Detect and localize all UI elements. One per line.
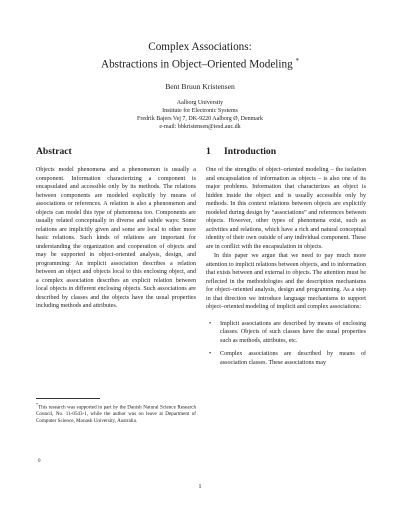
footnote — [36, 402, 196, 424]
intro-paragraph-2: In this paper we argue that we need to pay much more attention to implicit relations between objects, and to information that exists between and external to objects. The attention must be reflected in the methodologies and the description mechanisms for object–oriented analysis, design and programming. As a step in that direction we introduce language mechanisms to support object–oriented modeling of implicit and complex associations: — [206, 253, 366, 310]
page-number: 1 — [198, 483, 202, 490]
title-line-2-text: Abstractions in Object–Oriented Modeling — [101, 58, 293, 71]
section-number: 1 — [206, 146, 211, 157]
title-footnote-marker: * — [295, 57, 299, 65]
left-column — [36, 146, 196, 311]
affiliation-block — [0, 99, 400, 131]
intro-paragraph-1: One of the strengths of object–oriented modeling – the isolation and encapsulation of information as objects – is also one of its major problems. Information that characterizes an object is hidden inside the object and is usually accessible only by methods. In this context relations between objects are explicitly modeled during design by “associations” and references between objects. However, other types of phenomena exist, such as activities and relations, which have a rich and natural conceptual identity of their own outside of any individual component. These are in conflict with the encapsulation in objects. — [206, 167, 366, 250]
bullet-text-2: Complex associations are described by means of association classes. These associations may — [220, 351, 366, 366]
title-line-1: Complex Associations: — [148, 41, 252, 53]
bullet-icon: • — [209, 351, 212, 357]
abstract-heading: Abstract — [36, 146, 72, 157]
author-name: Bent Bruun Kristensen — [165, 82, 235, 91]
introduction-heading — [206, 146, 366, 157]
affiliation-email: e-mail: bbkristensen@iesd.auc.dk — [159, 124, 241, 130]
stray-mark: 0 — [38, 459, 41, 464]
list-item — [206, 350, 366, 367]
bullet-text-1: Implicit associations are described by means of enclosing classes. Objects of such classes have the usual properties such as methods, attributes, etc. — [220, 320, 366, 344]
paper-title — [0, 40, 400, 72]
affiliation-university: Aalborg University — [176, 100, 224, 106]
footnote-marker: * — [36, 402, 39, 407]
abstract-text: Objects model phenomena and a phenomenon is usually a component. Information characterizing a component is encapsulated and accessible only by its methods. The relations between components are modeled explicitly by means of associations or references. A relation is also a phenomenon and objects can model this type of phenomena too. Components are usually related conceptually in diverse and subtle ways: Some relations are implicitly given and some are local to other more basic relations. Such kinds of relations are important for understanding the organization and cooperation of objects and may be supported in object-oriented analysis, design, and programming: An implicit association describes a relation between an object and objects local to this enclosing object, and a complex association describes an explicit relation between local objects in different enclosing objects. Such associations are described by classes and the objects have the usual properties including methods and attributes. — [36, 167, 196, 309]
affiliation-institute: Institute for Electronic Systems — [162, 108, 238, 114]
list-item — [206, 320, 366, 346]
affiliation-address: Fredrik Bajers Vej 7, DK-9220 Aalborg Ø, Denmark — [137, 116, 263, 122]
right-column — [206, 146, 366, 372]
title-line-2 — [0, 54, 400, 72]
section-title: Introduction — [224, 146, 277, 157]
footnote-rule — [36, 398, 100, 399]
intro-bullet-list — [206, 320, 366, 368]
bullet-icon: • — [209, 320, 212, 327]
footnote-text: This research was supported in part by the Danish Natural Science Research Council, No. 11-0543-1, while the author was on leave at Department of Computer Science, Monash University, Australia. — [36, 404, 196, 424]
